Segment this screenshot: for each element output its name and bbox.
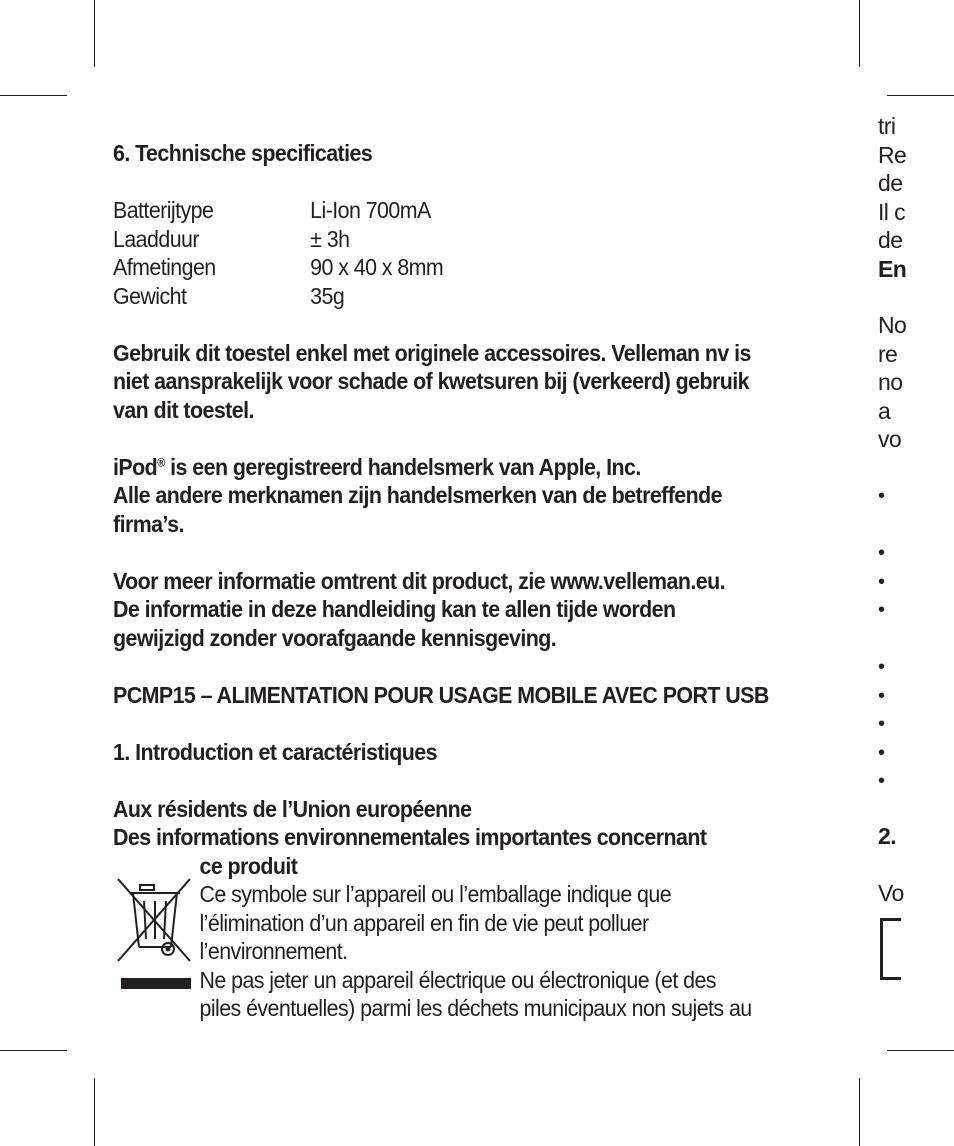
fragment-text: Vo xyxy=(878,880,904,906)
env-heading: ce produit xyxy=(199,852,298,879)
spec-value: ± 3h xyxy=(310,225,350,252)
spec-row xyxy=(113,253,801,282)
crop-mark xyxy=(94,1078,95,1146)
env-body-line: Ne pas jeter un appareil électrique ou électronique (et des xyxy=(199,966,716,993)
spec-row xyxy=(113,196,801,225)
crop-mark xyxy=(859,0,860,67)
crop-mark xyxy=(94,0,95,67)
spec-row xyxy=(113,282,801,311)
bullet: • xyxy=(878,713,885,735)
trademark-line: firma’s. xyxy=(113,510,184,537)
eu-heading: Aux résidents de l’Union européenne xyxy=(113,795,472,822)
more-info-line: gewijzigd zonder voorafgaande kennisgeving. xyxy=(113,624,557,651)
fragment-text: En xyxy=(878,255,907,282)
bullet: • xyxy=(878,542,885,564)
more-info-line: Voor meer informatie omtrent dit product, zie www.velleman.eu. xyxy=(113,567,725,594)
trademark-rest: is een geregistreerd handelsmerk van Apple, Inc. xyxy=(164,453,641,480)
next-column-fragment xyxy=(878,112,954,992)
env-heading: Des informations environnementales importantes concernant xyxy=(113,824,707,850)
disclaimer-line: Gebruik dit toestel enkel met originele accessoires. Velleman nv is xyxy=(113,339,751,366)
fr-title: PCMP15 – ALIMENTATION POUR USAGE MOBILE AVEC PORT USB xyxy=(113,681,769,708)
fragment-text: a xyxy=(878,397,891,424)
env-body-line: piles éventuelles) parmi les déchets municipaux non sujets au xyxy=(199,995,752,1021)
ipod-name: iPod xyxy=(113,453,158,480)
bullet: • xyxy=(878,770,885,792)
spec-value: Li-Ion 700mA xyxy=(310,197,431,223)
bullet: • xyxy=(878,656,885,678)
crop-mark xyxy=(887,1050,954,1051)
env-body-line: Ce symbole sur l’appareil ou l’emballage indique que xyxy=(199,881,672,907)
disclaimer-line: van dit toestel. xyxy=(113,396,254,423)
fragment-text: Re xyxy=(878,141,907,168)
env-body-line: l’environnement. xyxy=(199,938,348,964)
trademark-line xyxy=(113,453,801,482)
crop-mark xyxy=(859,1078,860,1146)
fragment-text: re xyxy=(878,340,898,367)
spec-row xyxy=(113,225,801,254)
fragment-text: no xyxy=(878,369,903,395)
fragment-text: tri xyxy=(878,113,896,139)
more-info-line: De informatie in deze handleiding kan te allen tijde worden xyxy=(113,596,676,622)
bullet: • xyxy=(878,684,885,707)
fragment-text: Il c xyxy=(878,198,905,225)
fragment-heading: 2. xyxy=(878,823,896,849)
spec-value: 90 x 40 x 8mm xyxy=(310,254,444,280)
spec-value: 35g xyxy=(310,282,345,309)
fr-intro-heading: 1. Introduction et caractéristiques xyxy=(113,738,437,765)
crop-mark xyxy=(887,95,954,96)
trademark-line: Alle andere merknamen zijn handelsmerken van de betreffende xyxy=(113,482,723,508)
bullet: • xyxy=(878,485,885,507)
spec-table xyxy=(113,196,801,310)
fragment-text: de xyxy=(878,227,903,253)
weee-bin-icon xyxy=(116,877,192,991)
spec-label: Afmetingen xyxy=(113,254,216,280)
spec-label: Gewicht xyxy=(113,282,187,309)
fragment-text: vo xyxy=(878,426,902,452)
spec-label: Batterijtype xyxy=(113,197,214,223)
section-title: 6. Technische specificaties xyxy=(113,140,373,166)
bullet: • xyxy=(878,599,885,621)
registered-mark: ® xyxy=(157,454,165,469)
env-body-line: l’élimination d’un appareil en fin de vie peut polluer xyxy=(199,909,649,936)
fragment-text: de xyxy=(878,170,903,196)
figure-box-fragment xyxy=(880,918,901,980)
bullet: • xyxy=(878,741,885,764)
main-column xyxy=(113,139,801,1023)
disclaimer-line: niet aansprakelijk voor schade of kwetsuren bij (verkeerd) gebruik xyxy=(113,368,750,394)
fragment-text: No xyxy=(878,312,907,338)
spec-label: Laadduur xyxy=(113,225,199,252)
crop-mark xyxy=(0,95,67,96)
bullet: • xyxy=(878,570,885,593)
crop-mark xyxy=(0,1050,67,1051)
